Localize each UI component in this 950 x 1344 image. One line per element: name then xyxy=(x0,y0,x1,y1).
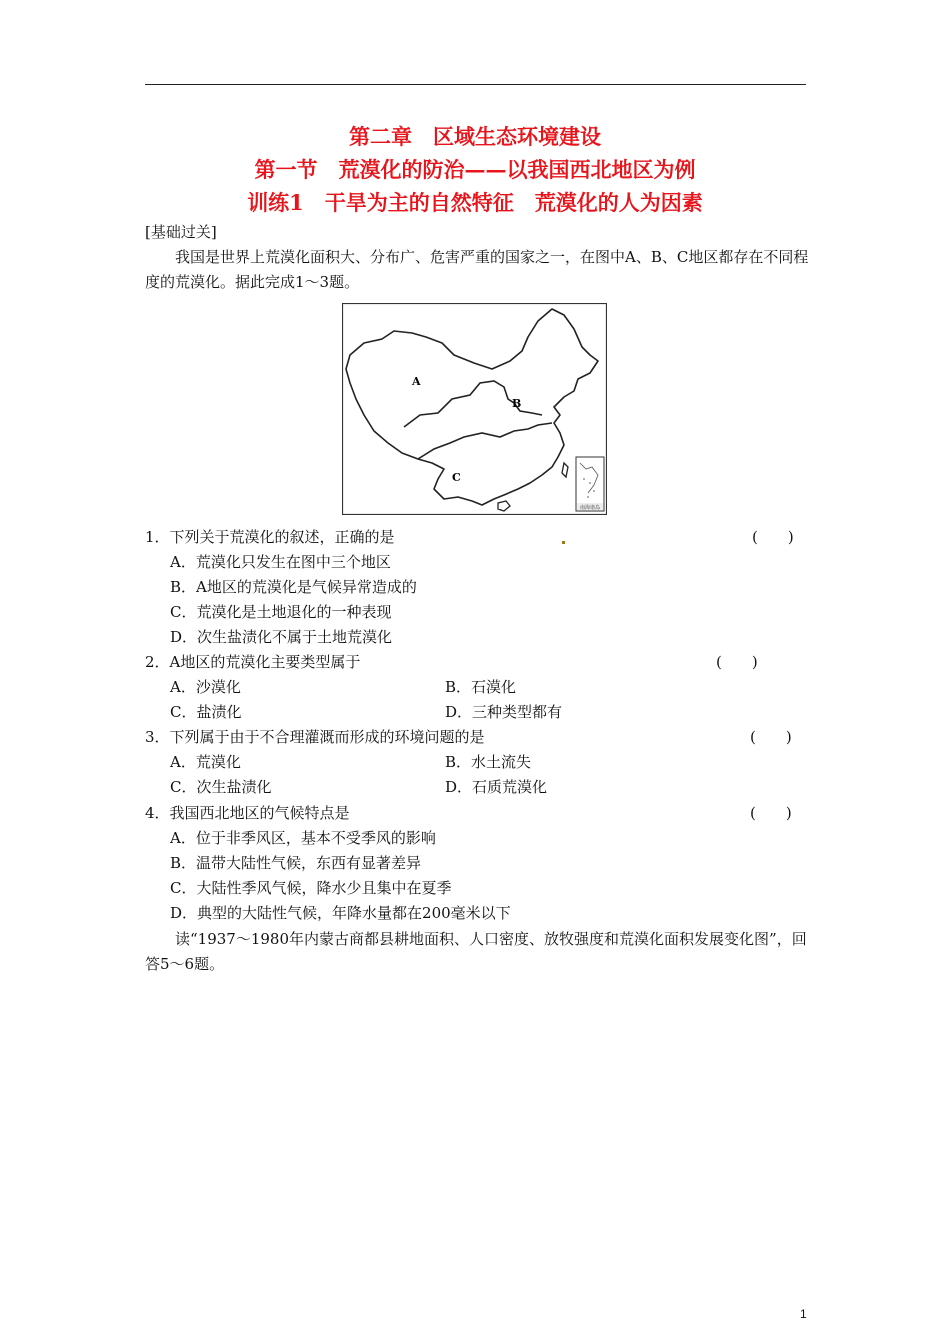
question-4-option-b: B．温带大陆性气候，东西有显著差异 xyxy=(170,854,422,872)
question-3-option-b: B．水土流失 xyxy=(445,753,532,771)
inset-label: 南海诸岛 xyxy=(579,505,601,511)
question-4-bracket: ( ) xyxy=(750,804,792,822)
intro-paragraph-2: 读“1937～1980年内蒙古商都县耕地面积、人口密度、放牧强度和荒漠化面积发展变化图”，回答5～6题。 xyxy=(145,930,807,973)
section-title: 第一节 荒漠化的防治——以我国西北地区为例 xyxy=(254,157,696,182)
chapter-title: 第二章 区域生态环境建设 xyxy=(349,124,601,149)
question-2-option-c: C．盐渍化 xyxy=(170,703,242,721)
question-4-option-d: D．典型的大陆性气候，年降水量都在200毫米以下 xyxy=(170,904,511,922)
stray-mark xyxy=(562,541,565,544)
china-map-figure xyxy=(342,303,607,515)
intro-paragraph-1: 我国是世界上荒漠化面积大、分布广、危害严重的国家之一，在图中A、B、C地区都存在不同程度的荒漠化。据此完成1～3题。 xyxy=(145,248,809,291)
question-2-option-a: A．沙漠化 xyxy=(170,678,241,696)
question-4-stem: 4．我国西北地区的气候特点是 xyxy=(145,804,350,822)
training-title: 训练1 干旱为主的自然特征 荒漠化的人为因素 xyxy=(247,190,703,215)
header-rule xyxy=(145,84,806,85)
question-1-option-b: B．A地区的荒漠化是气候异常造成的 xyxy=(170,578,417,596)
map-label-c: C xyxy=(452,471,461,484)
question-1-option-c: C．荒漠化是土地退化的一种表现 xyxy=(170,603,392,621)
question-1-bracket: ( ) xyxy=(752,528,794,546)
question-3-stem: 3．下列属于由于不合理灌溉而形成的环境问题的是 xyxy=(145,728,485,746)
page-number: 1 xyxy=(800,1307,807,1321)
question-4-option-a: A．位于非季风区，基本不受季风的影响 xyxy=(170,829,436,847)
question-3-option-c: C．次生盐渍化 xyxy=(170,778,272,796)
map-label-a: A xyxy=(412,375,421,388)
question-2-stem: 2．A地区的荒漠化主要类型属于 xyxy=(145,653,361,671)
section-label: [基础过关] xyxy=(145,223,217,241)
question-1-stem: 1．下列关于荒漠化的叙述，正确的是 xyxy=(145,528,395,546)
question-2-option-b: B．石漠化 xyxy=(445,678,517,696)
question-1-option-a: A．荒漠化只发生在图中三个地区 xyxy=(170,553,391,571)
question-1-option-d: D．次生盐渍化不属于土地荒漠化 xyxy=(170,628,393,646)
question-4-option-c: C．大陆性季风气候，降水少且集中在夏季 xyxy=(170,879,452,897)
question-3-option-d: D．石质荒漠化 xyxy=(445,778,548,796)
question-2-bracket: ( ) xyxy=(716,653,758,671)
question-3-option-a: A．荒漠化 xyxy=(170,753,241,771)
question-3-bracket: ( ) xyxy=(750,728,792,746)
map-label-b: B xyxy=(512,397,522,410)
question-2-option-d: D．三种类型都有 xyxy=(445,703,563,721)
